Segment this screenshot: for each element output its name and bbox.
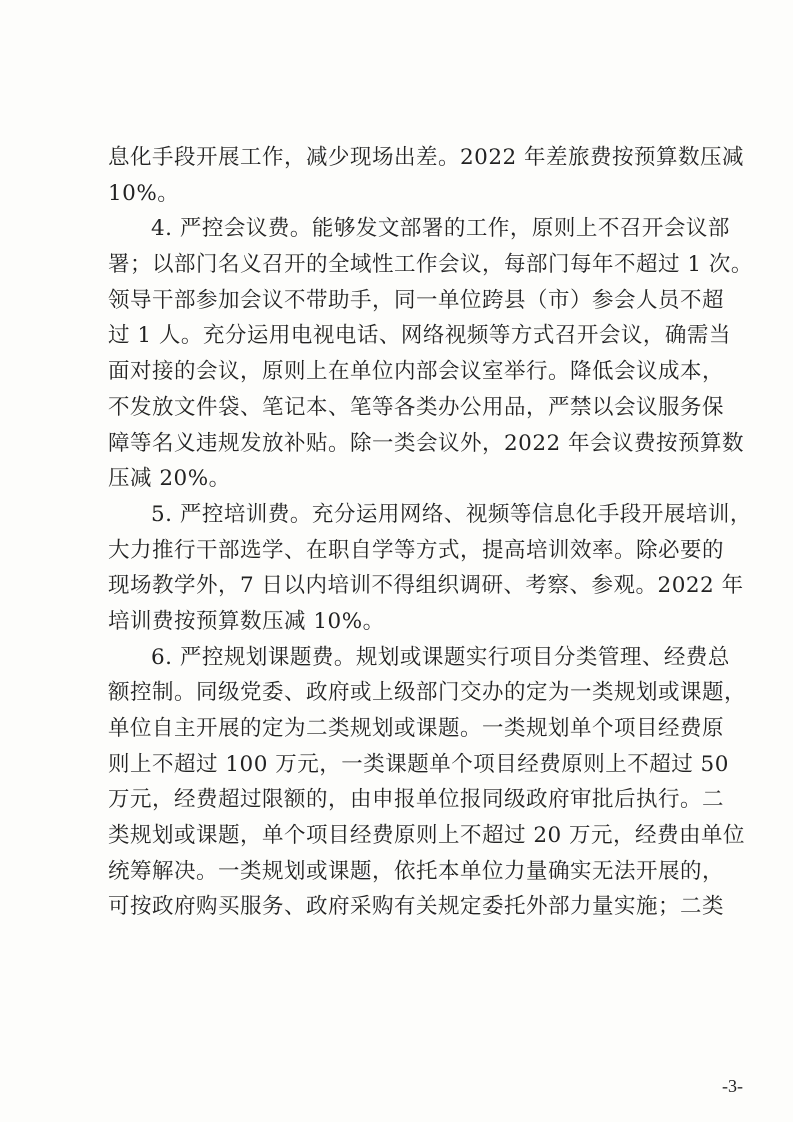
text-line: 培训费按预算数压减 10%。 <box>108 608 385 634</box>
text-line: 压减 20%。 <box>108 466 231 492</box>
text-line: 可按政府购买服务、政府采购有关规定委托外部力量实施；二类 <box>108 894 725 920</box>
text-line: 额控制。同级党委、政府或上级部门交办的定为一类规划或课题， <box>108 680 747 706</box>
text-line: 息化手段开展工作，减少现场出差。2022 年差旅费按预算数压减 <box>108 145 745 170</box>
text-line: 则上不超过 100 万元，一类课题单个项目经费原则上不超过 50 <box>108 751 729 777</box>
text-line: 万元，经费超过限额的，由申报单位报同级政府审批后执行。二 <box>108 787 725 813</box>
text-line: 类规划或课题，单个项目经费原则上不超过 20 万元，经费由单位 <box>108 823 746 849</box>
text-line: 现场教学外，7 日以内培训不得组织调研、考察、参观。2022 年 <box>108 573 744 599</box>
text-line: 6. 严控规划课题费。规划或课题实行项目分类管理、经费总 <box>151 644 730 670</box>
text-line: 统筹解决。一类规划或课题，依托本单位力量确实无法开展的， <box>108 858 725 884</box>
text-line: 过 1 人。充分运用电视电话、网络视频等方式召开会议，确需当 <box>108 323 731 349</box>
text-line: 障等名义违规发放补贴。除一类会议外，2022 年会议费按预算数 <box>108 430 745 456</box>
page-number: -3- <box>722 1076 743 1096</box>
text-line: 不发放文件袋、笔记本、笔等各类办公用品，严禁以会议服务保 <box>108 394 725 420</box>
text-line: 单位自主开展的定为二类规划或课题。一类规划单个项目经费原 <box>108 716 725 741</box>
text-line: 署；以部门名义召开的全域性工作会议，每部门每年不超过 1 次。 <box>108 252 753 278</box>
text-line: 5. 严控培训费。充分运用网络、视频等信息化手段开展培训， <box>151 501 752 527</box>
text-line: 大力推行干部选学、在职自学等方式，提高培训效率。除必要的 <box>108 537 725 563</box>
text-line: 面对接的会议，原则上在单位内部会议室举行。降低会议成本， <box>108 359 725 385</box>
text-line: 领导干部参加会议不带助手，同一单位跨县（市）参会人员不超 <box>108 287 725 313</box>
document-body <box>108 140 753 925</box>
text-line: 4. 严控会议费。能够发文部署的工作，原则上不召开会议部 <box>151 216 730 242</box>
text-line: 10%。 <box>108 180 180 206</box>
